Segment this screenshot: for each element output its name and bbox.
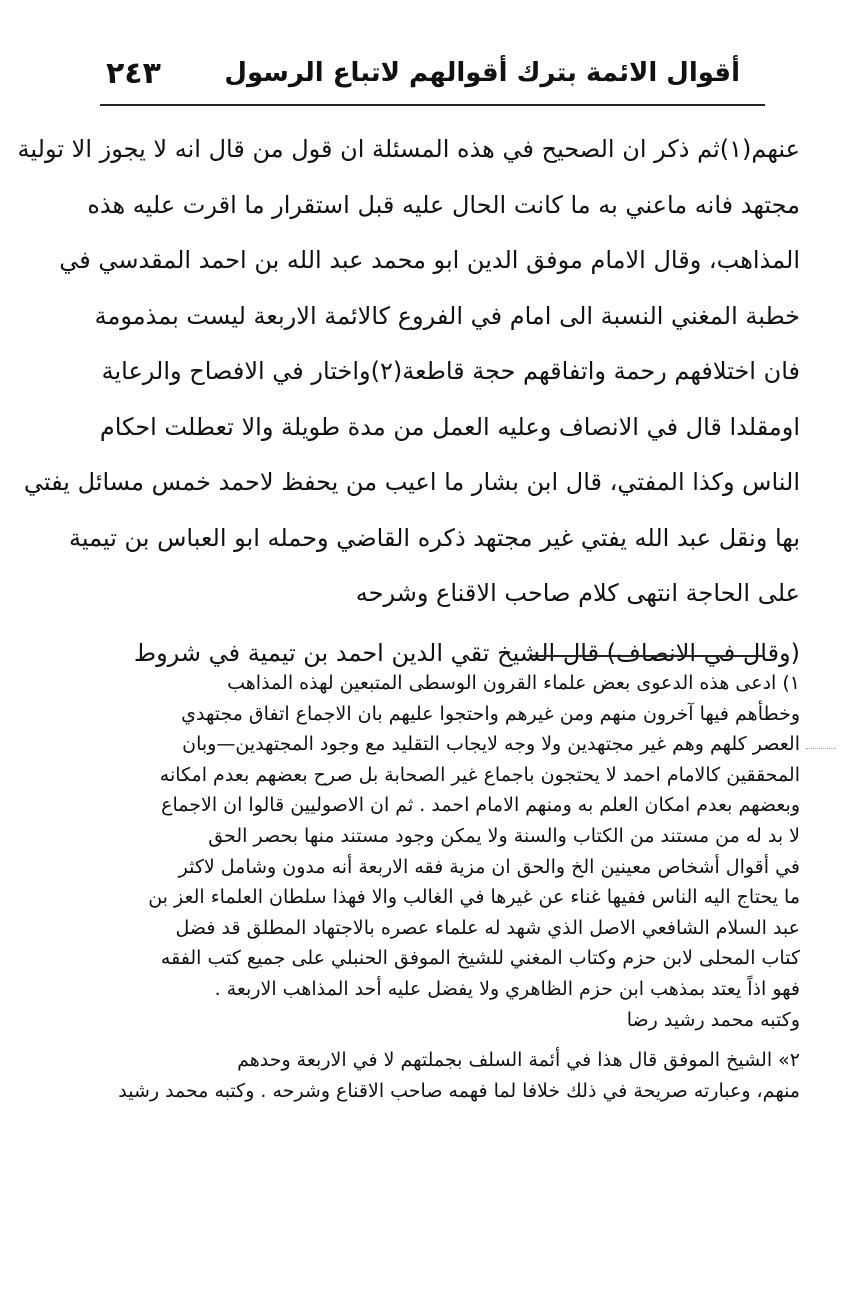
footnote-line: وبعضهم بعدم امكان العلم به ومنهم الامام احمد . ثم ان الاصوليين قالوا ان الاجماع bbox=[161, 794, 800, 817]
text-line: المذاهب، وقال الامام موفق الدين ابو محمد عبد الله بن احمد المقدسي في bbox=[59, 246, 800, 274]
footnote-line: لا بد له من مستند من الكتاب والسنة ولا يمكن وجود مستند منها بحصر الحق bbox=[208, 824, 800, 847]
text-line: اومقلدا قال في الانصاف وعليه العمل من مدة طويلة والا تعطلت احكام bbox=[99, 412, 800, 441]
text-line: مجتهد فانه ماعني به ما كانت الحال عليه قبل استقرار ما اقرت عليه هذه bbox=[87, 190, 800, 219]
footnotes bbox=[120, 668, 800, 1106]
footnote-line: منهم، وعبارته صريحة في ذلك خلافا لما فهمه صاحب الاقناع وشرحه . وكتبه محمد رشيد bbox=[118, 1079, 800, 1102]
page-number: ٢٤٣ bbox=[106, 56, 161, 91]
header-divider bbox=[100, 104, 765, 106]
footnote-1 bbox=[120, 668, 800, 1035]
footnote-line: ١) ادعى هذه الدعوى بعض علماء القرون الوسطى المتبعين لهذه المذاهب bbox=[227, 672, 800, 694]
footnote-gap bbox=[120, 1035, 800, 1045]
margin-mark bbox=[806, 748, 836, 749]
text-line: فان اختلافهم رحمة واتفاقهم حجة قاطعة(٢)واختار في الافصاح والرعاية bbox=[101, 357, 800, 385]
footnote-line: ٢» الشيخ الموفق قال هذا في أئمة السلف بجملتهم لا في الاربعة وحدهم bbox=[237, 1049, 800, 1072]
footnote-divider bbox=[530, 655, 765, 657]
text-line: بها ونقل عبد الله يفتي غير مجتهد ذكره القاضي وحمله ابو العباس بن تيمية bbox=[69, 523, 800, 552]
footnote-line: العصر كلهم وهم غير مجتهدين ولا وجه لايجاب التقليد مع وجود المجتهدين—وبان bbox=[182, 733, 800, 756]
text-line: على الحاجة انتهى كلام صاحب الاقناع وشرحه bbox=[355, 579, 800, 607]
footnote-line: وخطأهم فيها آخرون منهم ومن غيرهم واحتجوا عليهم بان الاجماع اتفاق مجتهدي bbox=[181, 702, 800, 725]
main-text bbox=[17, 122, 800, 681]
running-title: أقوال الائمة بترك أقوالهم لاتباع الرسول bbox=[224, 58, 740, 88]
text-line: عنهم(١)ثم ذكر ان الصحيح في هذه المسئلة ان قول من قال انه لا يجوز الا تولية bbox=[17, 135, 800, 163]
footnote-line: عبد السلام الشافعي الاصل الذي شهد له علماء عصره بالاجتهاد المطلق قد فضل bbox=[175, 916, 800, 939]
text-line: خطبة المغني النسبة الى امام في الفروع كالائمة الاربعة ليست بمذمومة bbox=[94, 301, 800, 330]
page-header bbox=[100, 58, 740, 98]
footnote-2 bbox=[120, 1045, 800, 1106]
footnote-signature: وكتبه محمد رشيد رضا bbox=[626, 1008, 800, 1031]
text-line: (وقال في الانصاف) قال الشيخ تقي الدين احمد بن تيمية في شروط bbox=[133, 638, 800, 667]
footnote-line: فهو اذاً يعتد بمذهب ابن حزم الظاهري ولا يفضل عليه أحد المذاهب الاربعة . bbox=[214, 977, 800, 1000]
text-line: الناس وكذا المفتي، قال ابن بشار ما اعيب من يحفظ لاحمد خمس مسائل يفتي bbox=[23, 468, 800, 496]
footnote-line: ما يحتاج اليه الناس ففيها غناء عن غيرها في الغالب والا فهذا سلطان العلماء العز بن bbox=[148, 886, 800, 909]
footnote-line: في أقوال أشخاص معينين الخ والحق ان مزية فقه الاربعة أنه مدون وشامل لاكثر bbox=[178, 855, 800, 878]
footnote-line: المحققين كالامام احمد لا يحتجون باجماع غير الصحابة بل صرح بعضهم بعدم امكانه bbox=[159, 763, 800, 786]
footnote-line: كتاب المحلى لابن حزم وكتاب المغني للشيخ الموفق الحنبلي على جميع كتب الفقه bbox=[160, 947, 800, 970]
